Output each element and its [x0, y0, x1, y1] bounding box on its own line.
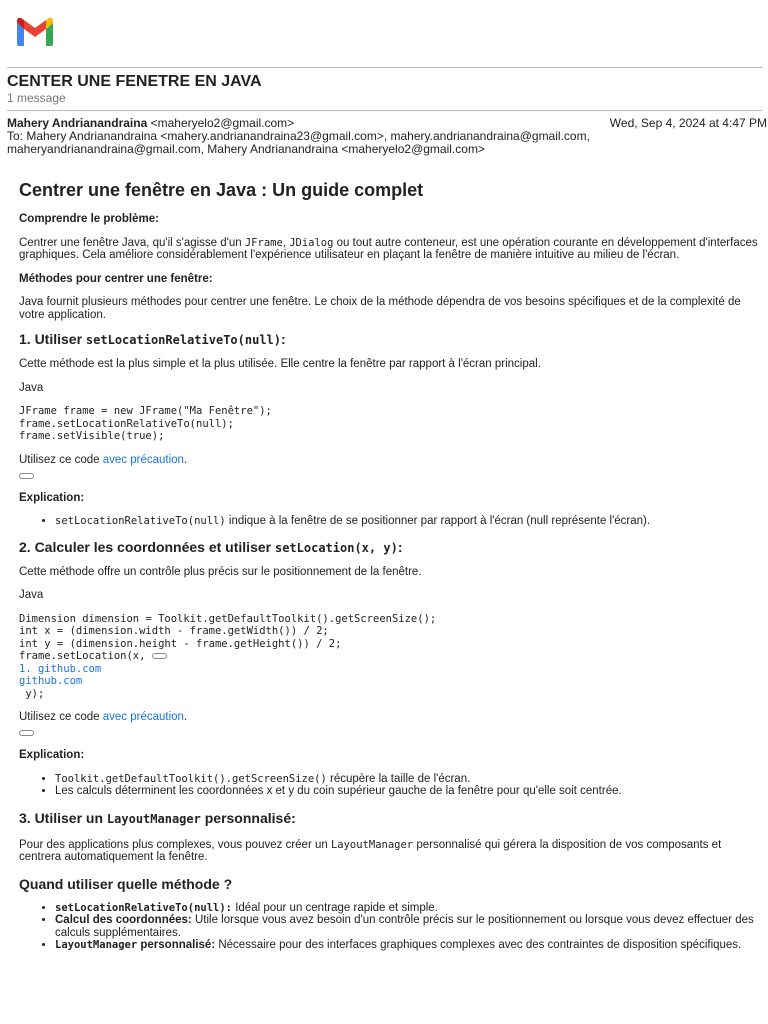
explication-heading: Explication: — [19, 749, 85, 761]
message-date: Wed, Sep 4, 2024 at 4:47 PM — [609, 116, 767, 130]
methods-heading: Méthodes pour centrer une fenêtre: — [19, 272, 213, 285]
message-body — [19, 178, 761, 952]
recipients-line-2: maheryandrianandraina@gmail.com, Mahery Andrianandraina <maheryelo2@gmail.com> — [7, 142, 485, 156]
message-count: 1 message — [7, 91, 66, 105]
gmail-logo — [15, 17, 55, 47]
caution-link[interactable]: avec précaution — [102, 711, 184, 723]
code-language-label: Java — [19, 381, 44, 394]
method1-heading: 1. Utiliser setLocationRelativeTo(null): — [19, 331, 286, 347]
source-link-2[interactable]: github.com — [19, 675, 83, 687]
feedback-row — [19, 470, 761, 483]
code-block-2: Dimension dimension = Toolkit.getDefaultToolkit().getScreenSize(); int x = (dimension.width - frame.getWidth()) / 2; int y = (dimension.height - frame.getHeight()) / 2; frame.setLocation(x, 1. github.com github.com y); — [19, 613, 761, 701]
method3-paragraph: Pour des applications plus complexes, vous pouvez créer un LayoutManager personnalisé qui gérera la disposition de vos composants et centrera automatiquement la fenêtre. — [19, 838, 722, 863]
method2-explication-list — [19, 773, 761, 798]
sender-name: Mahery Andrianandraina — [7, 116, 148, 130]
thread-divider — [7, 110, 762, 111]
method3-heading: 3. Utiliser un LayoutManager personnalisé: — [19, 809, 296, 826]
method2-heading: 2. Calculer les coordonnées et utiliser setLocation(x, y): — [19, 538, 403, 555]
recipients-line-1: To: Mahery Andrianandraina <mahery.andrianandraina23@gmail.com>, mahery.andrianandraina@gmail.com, — [7, 129, 590, 143]
header-divider — [7, 67, 762, 68]
list-item: • Les calculs déterminent les coordonnées x et y du coin supérieur gauche de la fenêtre pour qu'elle soit centrée. — [55, 785, 761, 798]
caution-link[interactable]: avec précaution — [102, 453, 184, 466]
list-item: • LayoutManager personnalisé: Nécessaire pour des interfaces graphiques complexes avec des contraintes de disposition spécifiques. — [55, 939, 761, 952]
caution-line: Utilisez ce code avec précaution. — [19, 711, 188, 723]
inline-code: JFrame — [244, 236, 283, 249]
list-item: • setLocationRelativeTo(null): Idéal pour un centrage rapide et simple. — [55, 902, 761, 915]
message-header — [7, 117, 767, 156]
when-heading: Quand utiliser quelle méthode ? — [19, 875, 233, 892]
feedback-chip-button[interactable] — [19, 730, 34, 736]
article-title: Centrer une fenêtre en Java : Un guide complet — [19, 180, 424, 200]
inline-code: JDialog — [289, 236, 334, 249]
code-block-1: JFrame frame = new JFrame("Ma Fenêtre"); frame.setLocationRelativeTo(null); frame.setVisible(true); — [19, 405, 272, 442]
method2-description: Cette méthode offre un contrôle plus précis sur le positionnement de la fenêtre. — [19, 565, 422, 578]
feedback-row — [19, 728, 761, 741]
sender-email: <maheryelo2@gmail.com> — [150, 116, 295, 130]
explication-heading: Explication: — [19, 491, 85, 504]
code-language-label: Java — [19, 589, 44, 601]
thread-subject: CENTER UNE FENETRE EN JAVA — [7, 73, 262, 90]
methods-paragraph: Java fournit plusieurs méthodes pour centrer une fenêtre. Le choix de la méthode dépendra de vos besoins spécifiques et de la complexité de votre application. — [19, 296, 741, 321]
feedback-chip-button[interactable] — [19, 473, 34, 479]
method1-description: Cette méthode est la plus simple et la plus utilisée. Elle centre la fenêtre par rapport à l'écran principal. — [19, 358, 541, 370]
method1-explication-list — [19, 515, 761, 528]
list-item: • Toolkit.getDefaultToolkit().getScreenSize() récupère la taille de l'écran. — [55, 773, 761, 786]
list-item: • setLocationRelativeTo(null) indique à la fenêtre de se positionner par rapport à l'écran (null représente l'écran). — [55, 515, 761, 528]
source-link-1[interactable]: 1. github.com — [19, 662, 102, 675]
source-chip-button[interactable] — [152, 653, 167, 659]
caution-line: Utilisez ce code avec précaution. — [19, 453, 188, 466]
problem-heading: Comprendre le problème: — [19, 213, 159, 225]
list-item: • Calcul des coordonnées: Utile lorsque vous avez besoin d'un contrôle précis sur le positionnement ou lorsque vous devez effectuer des calculs supplémentaires. — [55, 914, 761, 939]
problem-paragraph: Centrer une fenêtre Java, qu'il s'agisse d'un JFrame, JDialog ou tout autre conteneur, est une opération courante en développement d'interfaces graphiques. Cela améliore considérablement l'expérience utilisateur en plaçant la fenêtre de manière intuitive au milieu de l'écran. — [19, 236, 758, 261]
when-list — [19, 902, 761, 952]
